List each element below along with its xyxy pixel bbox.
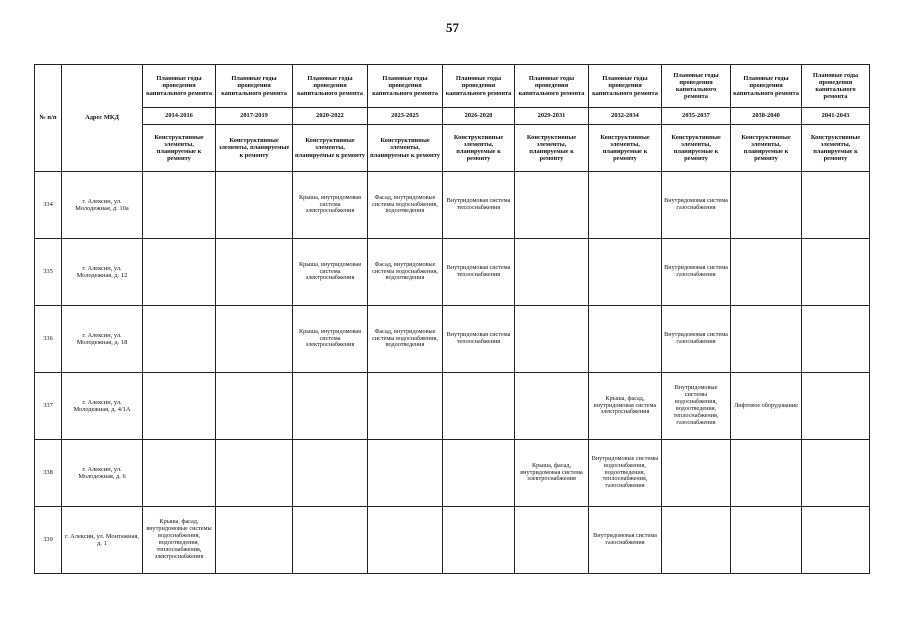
row-number: 337 <box>35 373 62 440</box>
repair-elements-cell <box>731 507 802 574</box>
period-title: Плановые годы проведения капитального ремонта <box>143 65 216 108</box>
repair-elements-cell: Внутридомовая система теплоснабжения <box>443 306 515 373</box>
period-title: Плановые годы проведения капитального ремонта <box>293 65 368 108</box>
period-years: 2038-2040 <box>731 108 802 125</box>
period-elements-label: Конструктивные элементы, планируемые к ремонту <box>802 125 870 172</box>
repair-elements-cell: Внутридомовая система теплоснабжения <box>443 172 515 239</box>
period-elements-label: Конструктивные элементы, планируемые к ремонту <box>515 125 589 172</box>
repair-elements-cell <box>731 440 802 507</box>
repair-elements-cell: Крыша, фасад, внутридомовая система электроснабжения <box>589 373 662 440</box>
repair-elements-cell: Внутридомовая система теплоснабжения <box>443 239 515 306</box>
repair-elements-cell: Крыша, фасад, внутридомовые системы водоснабжения, водоотведения, теплоснабжения, электроснабжения <box>143 507 216 574</box>
period-title: Плановые годы проведения капитального ремонта <box>731 65 802 108</box>
repair-elements-cell: Крыша, внутридомовая система электроснабжения <box>293 172 368 239</box>
row-number: 338 <box>35 440 62 507</box>
repair-elements-cell: Внутридомовые системы водоснабжения, водоотведения, теплоснабжения, газоснабжения <box>589 440 662 507</box>
repair-elements-cell <box>143 440 216 507</box>
repair-elements-cell <box>216 373 293 440</box>
row-number: 336 <box>35 306 62 373</box>
repair-elements-cell <box>802 306 870 373</box>
repair-elements-cell <box>143 172 216 239</box>
period-title: Плановые годы проведения капитального ремонта <box>368 65 443 108</box>
repair-elements-cell <box>368 440 443 507</box>
period-years: 2026-2028 <box>443 108 515 125</box>
repair-elements-cell: Крыша, внутридомовая система электроснабжения <box>293 306 368 373</box>
repair-elements-cell <box>368 373 443 440</box>
table-row <box>35 373 870 440</box>
repair-elements-cell: Фасад, внутридомовые системы водоснабжения, водоотведения <box>368 239 443 306</box>
period-elements-label: Конструктивные элементы, планируемые к ремонту <box>443 125 515 172</box>
row-number: 334 <box>35 172 62 239</box>
repair-elements-cell <box>515 172 589 239</box>
repair-elements-cell <box>802 440 870 507</box>
row-address: г. Алексин, ул. Молодежная, д. 12 <box>62 239 143 306</box>
period-title: Плановые годы проведения капитального ремонта <box>515 65 589 108</box>
capital-repair-plan-table <box>34 64 870 574</box>
repair-elements-cell: Внутридомовые системы водоснабжения, водоотведения, теплоснабжения, газоснабжения <box>662 373 731 440</box>
period-elements-label: Конструктивные элементы, планируемые к ремонту <box>293 125 368 172</box>
period-title: Плановые годы проведения капитального ремонта <box>802 65 870 108</box>
repair-elements-cell <box>143 239 216 306</box>
repair-elements-cell <box>443 507 515 574</box>
repair-elements-cell <box>216 440 293 507</box>
repair-elements-cell: Крыша, внутридомовая система электроснабжения <box>293 239 368 306</box>
period-title: Плановые годы проведения капитального ремонта <box>443 65 515 108</box>
row-address: г. Алексин, ул. Молодежная, д. 10а <box>62 172 143 239</box>
table-row <box>35 172 870 239</box>
table-row <box>35 507 870 574</box>
period-elements-label: Конструктивные элементы, планируемые к ремонту <box>731 125 802 172</box>
repair-elements-cell <box>143 306 216 373</box>
period-years: 2032-2034 <box>589 108 662 125</box>
repair-elements-cell: Внутридомовая система газоснабжения <box>662 239 731 306</box>
column-header-address: Адрес МКД <box>62 65 143 172</box>
period-elements-label: Конструктивные элементы, планируемые к ремонту <box>368 125 443 172</box>
repair-elements-cell <box>515 239 589 306</box>
repair-elements-cell <box>443 373 515 440</box>
period-years: 2017-2019 <box>216 108 293 125</box>
repair-elements-cell <box>515 507 589 574</box>
repair-elements-cell <box>731 306 802 373</box>
column-header-number: № п/п <box>35 65 62 172</box>
repair-elements-cell: Фасад, внутридомовые системы водоснабжения, водоотведения <box>368 306 443 373</box>
repair-elements-cell <box>515 373 589 440</box>
period-years: 2014-2016 <box>143 108 216 125</box>
row-address: г. Алексин, ул. Молодежная, д. 6 <box>62 440 143 507</box>
row-number: 335 <box>35 239 62 306</box>
repair-elements-cell: Фасад, внутридомовые системы водоснабжения, водоотведения <box>368 172 443 239</box>
repair-elements-cell <box>216 306 293 373</box>
period-elements-label: Конструктивные элементы, планируемые к ремонту <box>216 125 293 172</box>
row-number: 339 <box>35 507 62 574</box>
period-title: Плановые годы проведения капитального ремонта <box>662 65 731 108</box>
table-row <box>35 440 870 507</box>
repair-elements-cell <box>802 373 870 440</box>
period-years: 2041-2043 <box>802 108 870 125</box>
repair-elements-cell: Внутридомовая система газоснабжения <box>662 172 731 239</box>
repair-elements-cell <box>216 507 293 574</box>
period-years: 2035-2037 <box>662 108 731 125</box>
period-years: 2023-2025 <box>368 108 443 125</box>
repair-elements-cell <box>368 507 443 574</box>
period-elements-label: Конструктивные элементы, планируемые к ремонту <box>662 125 731 172</box>
repair-elements-cell <box>216 172 293 239</box>
row-address: г. Алексин, ул. Молодежная, д. 4/1А <box>62 373 143 440</box>
row-address: г. Алексин, ул. Молодежная, д. 18 <box>62 306 143 373</box>
repair-elements-cell <box>293 507 368 574</box>
repair-elements-cell: Крыша, фасад, внутридомовая система электроснабжения <box>515 440 589 507</box>
repair-elements-cell <box>443 440 515 507</box>
repair-elements-cell <box>515 306 589 373</box>
repair-elements-cell <box>293 440 368 507</box>
repair-elements-cell <box>589 306 662 373</box>
period-title: Плановые годы проведения капитального ремонта <box>589 65 662 108</box>
repair-elements-cell: Внутридомовая система газоснабжения <box>589 507 662 574</box>
repair-elements-cell: Внутридомовая система газоснабжения <box>662 306 731 373</box>
table-row <box>35 306 870 373</box>
repair-elements-cell <box>802 172 870 239</box>
repair-elements-cell <box>802 507 870 574</box>
repair-elements-cell <box>589 239 662 306</box>
repair-elements-cell <box>802 239 870 306</box>
repair-elements-cell <box>143 373 216 440</box>
period-title: Плановые годы проведения капитального ремонта <box>216 65 293 108</box>
repair-elements-cell <box>731 239 802 306</box>
period-elements-label: Конструктивные элементы, планируемые к ремонту <box>143 125 216 172</box>
repair-elements-cell: Лифтовое оборудование <box>731 373 802 440</box>
repair-elements-cell <box>293 373 368 440</box>
row-address: г. Алексин, ул. Монтажная, д. 1 <box>62 507 143 574</box>
period-elements-label: Конструктивные элементы, планируемые к ремонту <box>589 125 662 172</box>
period-years: 2020-2022 <box>293 108 368 125</box>
repair-elements-cell <box>731 172 802 239</box>
page-number: 57 <box>446 20 459 35</box>
table-row <box>35 239 870 306</box>
repair-elements-cell <box>662 507 731 574</box>
repair-elements-cell <box>662 440 731 507</box>
period-years: 2029-2031 <box>515 108 589 125</box>
repair-elements-cell <box>216 239 293 306</box>
repair-elements-cell <box>589 172 662 239</box>
